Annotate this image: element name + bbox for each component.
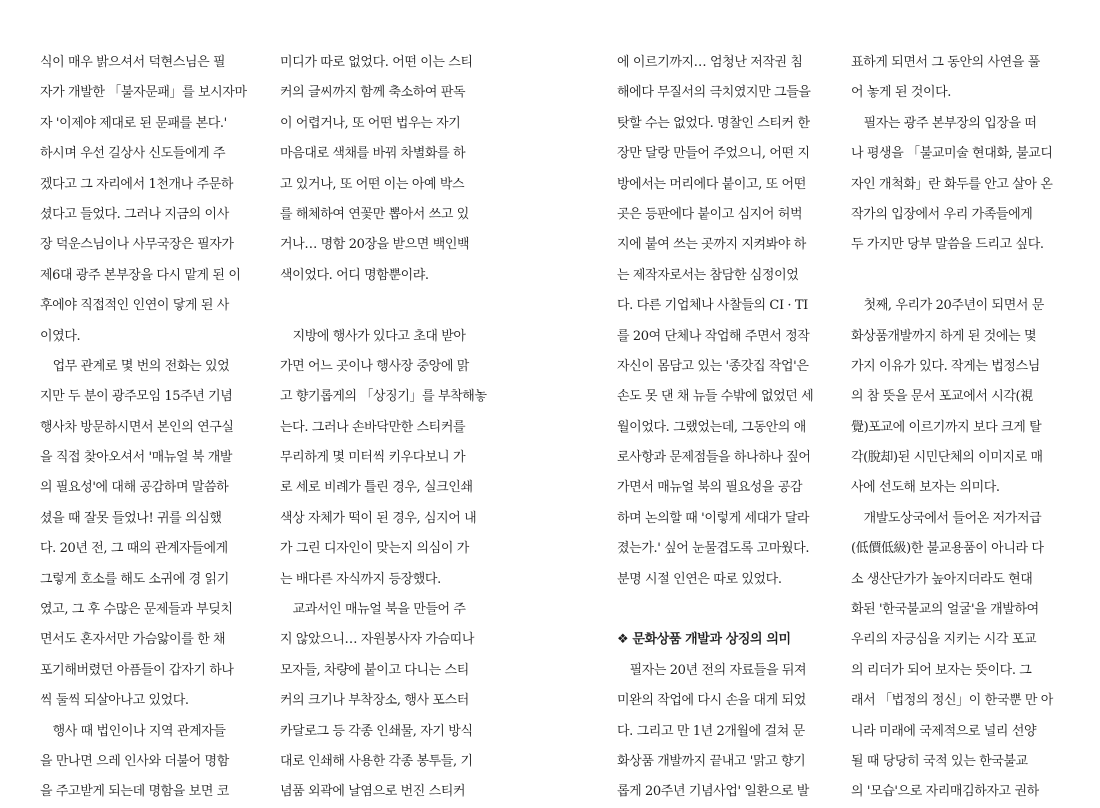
text-line: 자인 개척화」란 화두를 안고 살아 온 <box>851 176 1053 192</box>
text-line: 에 이르기까지… 엄청난 저작권 침 <box>617 55 803 70</box>
text-line: 화상품개발까지 하게 된 것에는 몇 <box>851 328 1037 344</box>
text-line: 후에야 직접적인 인연이 닿게 된 사 <box>40 298 229 314</box>
text-line: 覺)포교에 이르기까지 보다 크게 탈 <box>851 419 1042 435</box>
text-line: 을 만나면 으레 인사와 더불어 명함 <box>40 753 229 769</box>
text-line: 마음대로 색채를 바꿔 차별화를 하 <box>280 146 466 162</box>
text-line: 행사 때 법인이나 지역 관계자들 <box>40 723 226 739</box>
text-line: 하며 논의할 때 '이렇게 세대가 달라 <box>617 510 810 526</box>
text-line: 는 배다른 자식까지 등장했다. <box>280 571 441 587</box>
text-line: 였고, 그 후 수많은 문제들과 부딪치 <box>40 602 233 618</box>
text-line: 의 필요성'에 대해 공감하며 말씀하 <box>40 480 229 496</box>
text-line: 무리하게 몇 미터씩 키우다보니 가 <box>280 450 466 466</box>
text-line: 개발도상국에서 들어온 저가저급 <box>851 510 1042 526</box>
text-line: 포기해버렸던 아픔들이 갑자기 하나 <box>40 662 234 678</box>
text-line: 식이 매우 밝으셔서 덕현스님은 필 <box>40 55 226 70</box>
text-line: 로 세로 비례가 틀린 경우, 실크인쇄 <box>280 480 473 496</box>
text-line: 우리의 자긍심을 지키는 시각 포교 <box>851 632 1037 648</box>
text-line: 손도 못 댄 채 뉴들 수밖에 없었던 세 <box>617 389 814 405</box>
text-line: 행사차 방문하시면서 본인의 연구실 <box>40 419 234 435</box>
text-line: 는 제작자로서는 참담한 심정이었 <box>617 267 799 283</box>
text-line: 두 가지만 당부 말씀을 드리고 싶다. <box>851 237 1044 253</box>
text-line: 하시며 우선 길상사 신도들에게 주 <box>40 146 226 162</box>
text-line: 래서 「법정의 정신」이 한국뿐 만 아 <box>851 693 1053 709</box>
text-line: 지에 붙여 쓰는 곳까지 지켜봐야 하 <box>617 237 806 253</box>
text-line: 을 직접 찾아오셔서 '매뉴얼 북 개발 <box>40 450 233 466</box>
text-line: 는다. 그러나 손바닥만한 스티커를 <box>280 419 466 435</box>
text-line: 고 향기롭게의 「상징기」를 부착해놓 <box>280 389 487 405</box>
text-line: 거나… 명함 20장을 받으면 백인백 <box>280 237 470 253</box>
text-line: 념품 외곽에 날염으로 번진 스티커 <box>280 784 466 800</box>
text-line: 제6대 광주 본부장을 다시 맡게 된 이 <box>40 267 241 283</box>
text-line: 의 '모습'으로 자리매김하자고 권하 <box>851 784 1039 800</box>
text-line: 필자는 20년 전의 자료들을 뒤져 <box>617 662 807 678</box>
text-line: 첫째, 우리가 20주년이 되면서 문 <box>851 298 1044 314</box>
text-line: 필자는 광주 본부장의 입장을 떠 <box>851 115 1037 131</box>
paragraph-gap <box>280 291 490 321</box>
section-heading: ❖ 문화상품 개발과 상징의 의미 <box>617 632 791 648</box>
text-line: 화된 '한국불교의 얼굴'을 개발하여 <box>851 602 1039 618</box>
text-line: 색상 자체가 떡이 된 경우, 심지어 내 <box>280 510 477 526</box>
text-line: 가지 이유가 있다. 작게는 법정스님 <box>851 358 1040 374</box>
text-column-1 <box>40 48 250 808</box>
text-line: 가면서 매뉴얼 북의 필요성을 공감 <box>617 480 803 496</box>
text-line: 될 때 당당히 국적 있는 한국불교 <box>851 753 1028 769</box>
text-line: 고 있거나, 또 어떤 이는 아예 박스 <box>280 176 465 192</box>
text-line: 씩 둘씩 되살아나고 있었다. <box>40 693 189 709</box>
text-line: 곳은 등판에다 붙이고 심지어 허벅 <box>617 206 803 222</box>
text-line: 을 주고받게 되는데 명함을 보면 코 <box>40 784 229 800</box>
text-line: 교과서인 매뉴얼 북을 만들어 주 <box>280 602 466 618</box>
text-line: 지만 두 분이 광주모임 15주년 기념 <box>40 389 233 405</box>
text-line: 로사항과 문제점들을 하나하나 짚어 <box>617 450 811 466</box>
text-line: 지방에 행사가 있다고 초대 받아 <box>280 328 466 344</box>
text-line: 미완의 작업에 다시 손을 대게 되었 <box>617 693 806 709</box>
text-line: 방에서는 머리에다 붙이고, 또 어떤 <box>617 176 806 192</box>
text-line: 장만 달랑 만들어 주었으니, 어떤 지 <box>617 146 810 162</box>
text-line: 자 '이제야 제대로 된 문패를 본다.' <box>40 115 227 131</box>
text-line: 나 평생을 「불교미술 현대화, 불교디 <box>851 146 1053 162</box>
text-line: 면서도 혼자서만 가슴앓이를 한 채 <box>40 632 226 648</box>
text-line: 자신이 몸담고 있는 '종갓집 작업'은 <box>617 358 809 374</box>
text-column-4 <box>851 48 1061 808</box>
text-line: 카달로그 등 각종 인쇄물, 자기 방식 <box>280 723 473 739</box>
text-line: 다. 20년 전, 그 때의 관계자들에게 <box>40 541 228 557</box>
text-line: 소 생산단가가 높아지더라도 현대 <box>851 571 1033 587</box>
text-line: 겠다고 그 자리에서 1천개나 주문하 <box>40 176 234 192</box>
text-line: 업무 관계로 몇 번의 전화는 있었 <box>40 358 230 374</box>
text-line: 이였다. <box>40 328 81 344</box>
text-line: 롭게 20주년 기념사업' 일환으로 발 <box>617 784 809 800</box>
text-line: 각(脫却)된 시민단체의 이미지로 매 <box>851 450 1043 466</box>
text-line: 미디가 따로 없었다. 어떤 이는 스티 <box>280 55 473 70</box>
text-line: 커의 크기나 부착장소, 행사 포스터 <box>280 693 469 709</box>
text-line: 어 놓게 된 것이다. <box>851 85 952 101</box>
text-line: 사에 선도해 보자는 의미다. <box>851 480 1000 496</box>
text-line: 이 어렵거나, 또 어떤 법우는 자기 <box>280 115 461 131</box>
text-line: 화상품 개발까지 끝내고 '맑고 향기 <box>617 753 806 769</box>
text-line: 의 리더가 되어 보자는 뜻이다. 그 <box>851 662 1032 678</box>
text-line: 가 그린 디자인이 맞는지 의심이 가 <box>280 541 469 557</box>
text-line: 대로 인쇄해 사용한 각종 봉투들, 기 <box>280 753 473 769</box>
text-line: 지 않았으니… 자원봉사자 가슴띠나 <box>280 632 475 648</box>
text-line: 를 해체하여 연꽃만 뽑아서 쓰고 있 <box>280 206 469 222</box>
text-line: 색이었다. 어디 명함뿐이랴. <box>280 267 429 283</box>
text-line: 작가의 입장에서 우리 가족들에게 <box>851 206 1033 222</box>
text-line: 셨을 때 잘못 들었나! 귀를 의심했 <box>40 510 222 526</box>
text-line: 모자들, 차량에 붙이고 다니는 스티 <box>280 662 469 678</box>
text-line: 니라 미래에 국제적으로 널리 선양 <box>851 723 1037 739</box>
text-line: 의 참 뜻을 문서 포교에서 시각(視 <box>851 389 1033 405</box>
paragraph-gap <box>851 261 1061 291</box>
text-line: 분명 시절 인연은 따로 있었다. <box>617 571 782 587</box>
text-line: 졌는가.' 싶어 눈물겹도록 고마웠다. <box>617 541 810 557</box>
text-line: 표하게 되면서 그 동안의 사연을 풀 <box>851 55 1040 70</box>
text-line: 를 20여 단체나 작업해 주면서 정작 <box>617 328 810 344</box>
text-line: 그렇게 호소를 해도 소귀에 경 읽기 <box>40 571 229 587</box>
text-line: 다. 다른 기업체나 사찰들의 CI · TI <box>617 298 808 314</box>
text-line: 월이었다. 그랬었는데, 그동안의 애 <box>617 419 806 435</box>
text-line: 장 덕운스님이나 사무국장은 필자가 <box>40 237 234 253</box>
text-line: (低價低級)한 불교용품이 아니라 다 <box>851 541 1044 557</box>
text-line: 커의 글씨까지 함께 축소하여 판독 <box>280 85 466 101</box>
text-column-2 <box>280 48 490 808</box>
text-line: 해에다 무질서의 극치였지만 그들을 <box>617 85 811 101</box>
text-line: 가면 어느 곳이나 행사장 중앙에 맑 <box>280 358 469 374</box>
paragraph-gap <box>617 595 827 625</box>
text-line: 다. 그리고 만 1년 2개월에 걸쳐 문 <box>617 723 805 739</box>
text-line: 셨다고 들었다. 그러나 지금의 이사 <box>40 206 229 222</box>
text-line: 탓할 수는 없었다. 명찰인 스티커 한 <box>617 115 810 131</box>
text-line: 자가 개발한 「불자문패」를 보시자마 <box>40 85 247 101</box>
text-column-3 <box>617 48 827 808</box>
